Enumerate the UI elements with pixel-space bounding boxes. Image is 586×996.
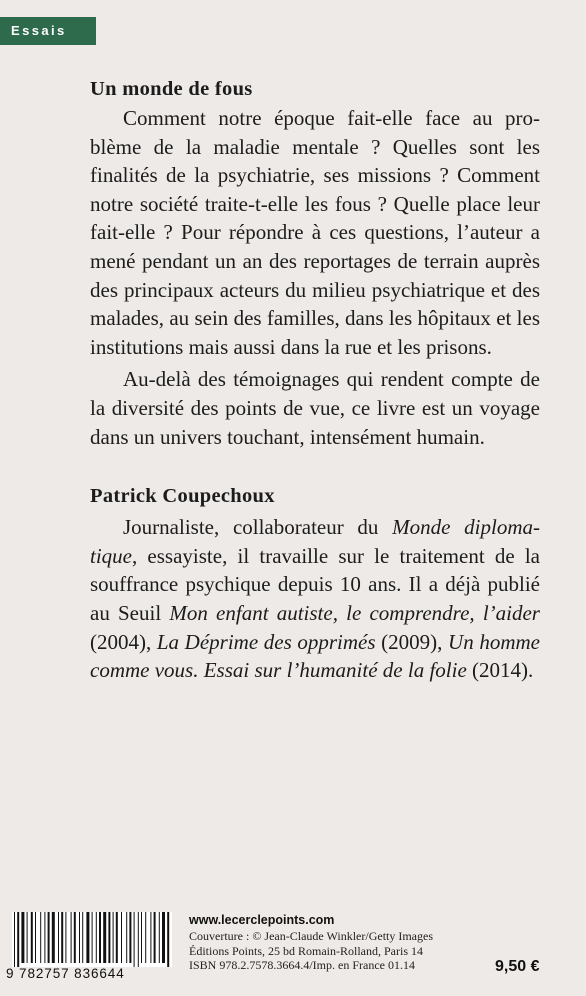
isbn-line: ISBN 978.2.7578.3664.4/Imp. en France 01.14 <box>189 958 415 973</box>
barcode-bar <box>129 912 131 963</box>
website-link[interactable]: www.lecerclepoints.com <box>189 913 335 927</box>
barcode-bar <box>113 912 114 963</box>
barcode-bar <box>159 912 160 963</box>
bio-text: (2004), <box>90 629 157 654</box>
barcode-bar <box>44 912 45 963</box>
barcode-bar <box>121 912 122 963</box>
price: 9,50 € <box>495 958 540 975</box>
barcode-bar <box>48 912 50 963</box>
barcode-bar <box>96 912 97 963</box>
publisher-address: Éditions Points, 25 bd Romain-Rolland, Paris 14 <box>189 943 424 958</box>
barcode-bar <box>145 912 146 963</box>
barcode-bar <box>86 912 89 963</box>
bio-text: (2014). <box>466 658 534 683</box>
barcode-bars <box>12 912 172 967</box>
barcode-bar <box>92 912 93 963</box>
barcode-bar <box>108 912 110 963</box>
author-bio-paragraph <box>90 513 540 685</box>
barcode-bar <box>31 912 33 963</box>
barcode-bar <box>65 912 66 963</box>
bio-text: (2009), <box>375 629 449 654</box>
barcode-bar <box>150 912 151 963</box>
bio-text: Journaliste, collaborateur du <box>123 515 393 540</box>
cover-credit: Couverture : © Jean-Claude Winkler/Getty Images <box>189 929 434 943</box>
author-name-heading: Patrick Coupechoux <box>90 485 275 508</box>
barcode-bar <box>27 912 28 963</box>
barcode-bar <box>154 912 156 963</box>
bio-title-mon-enfant-autiste: Mon enfant autiste, le comprendre, l’aider <box>169 600 540 625</box>
barcode-bar <box>71 912 72 963</box>
barcode-number: 9 782757 836644 <box>6 966 125 981</box>
barcode <box>6 912 172 982</box>
book-title-heading: Un monde de fous <box>90 78 253 100</box>
barcode-bar <box>141 912 142 963</box>
bio-text: , essayiste, il travaille sur le traitement de la souffrance psychique depuis 10 ans. Il a déjà publié au Seuil <box>90 543 540 625</box>
barcode-bar <box>17 912 19 967</box>
barcode-bar <box>167 912 169 967</box>
barcode-bar <box>99 912 101 963</box>
bio-title-monde-diplomatique: Monde diplomatique <box>90 515 540 568</box>
back-cover-text <box>90 74 540 685</box>
barcode-bar <box>134 912 135 967</box>
barcode-bar <box>74 912 76 963</box>
barcode-bar <box>79 912 80 963</box>
barcode-bar <box>21 912 24 963</box>
barcode-bar <box>35 912 36 963</box>
summary-paragraph-1: Comment notre époque fait-elle face au problème de la maladie mentale ? Quelles sont les finalités de la psychiatrie, ses missions ? Comment notre société traite-t-elle les fous ? Quelle place leur fait-elle ? Pour répondre à ces questions, l’auteur a mené pendant un an des reportages de terrain auprès des principaux acteurs du milieu psychiatrique et des malades, au sein des familles, dans les hôpitaux et les institutions mais aussi dans la rue et les prisons. <box>90 106 540 359</box>
summary-paragraph-2: Au-delà des témoignages qui rendent compte de la diversité des points de vue, ce livre est un voyage dans un univers touchant, intensément humain. <box>90 367 540 449</box>
barcode-bar <box>103 912 106 963</box>
barcode-bar <box>138 912 139 967</box>
bio-title-un-homme-comme-vous: Un homme comme vous. Essai sur l’humanité de la folie <box>90 629 540 683</box>
barcode-bar <box>126 912 127 963</box>
barcode-bar <box>52 912 55 963</box>
barcode-bar <box>116 912 118 963</box>
barcode-bar <box>14 912 15 967</box>
barcode-bar <box>61 912 63 963</box>
bio-title-la-deprime: La Déprime des opprimés <box>156 629 376 654</box>
series-tag: Essais <box>0 17 96 45</box>
barcode-bar <box>58 912 59 963</box>
barcode-bar <box>82 912 83 963</box>
publisher-info <box>189 912 489 973</box>
barcode-bar <box>40 912 41 963</box>
barcode-bar <box>162 912 165 963</box>
